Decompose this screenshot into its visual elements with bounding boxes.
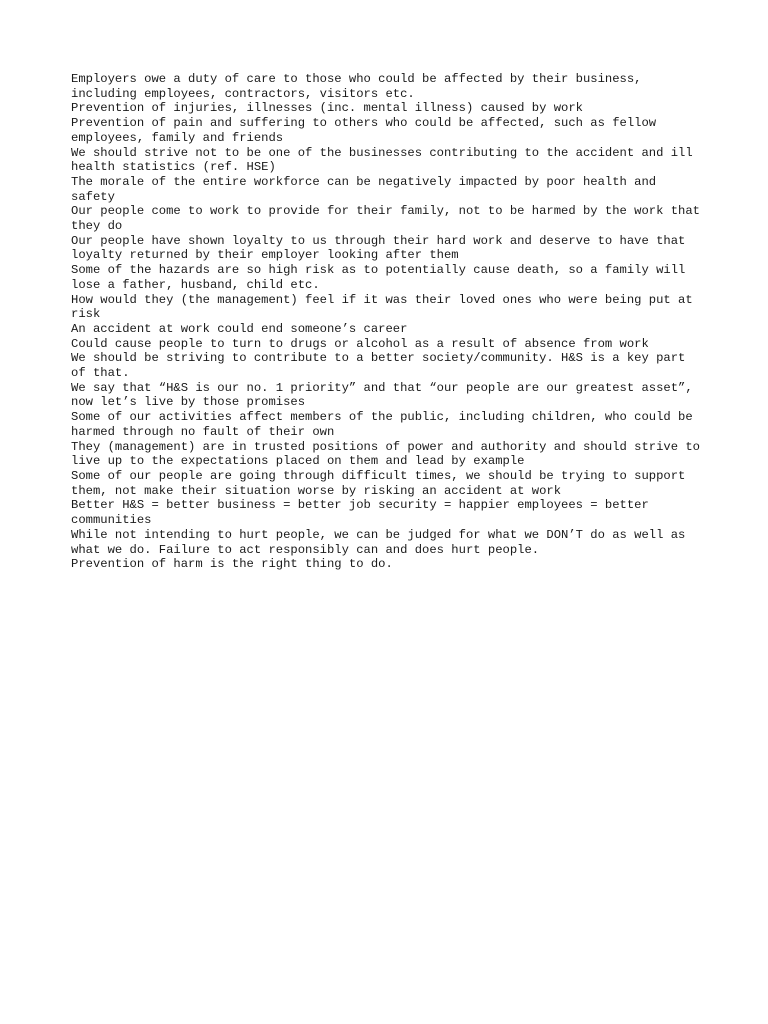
paragraph-difficult-times: Some of our people are going through difficult times, we should be trying to support them, not make their situation worse by risking an accident at work [71,468,686,498]
paragraph-end-career: An accident at work could end someone’s career [71,321,408,336]
paragraph-priority-promises: We say that “H&S is our no. 1 priority” and that “our people are our greatest asset”, now let’s live by those promises [71,380,693,410]
paragraph-loyalty: Our people have shown loyalty to us through their hard work and deserve to have that loyalty returned by their employer looking after them [71,233,686,263]
paragraph-management-loved-ones: How would they (the management) feel if it was their loved ones who were being put at risk [71,292,693,322]
paragraph-better-business: Better H&S = better business = better job security = happier employees = better communities [71,498,649,528]
paragraph-high-risk-hazards: Some of the hazards are so high risk as to potentially cause death, so a family will lose a father, husband, child etc. [71,263,686,292]
paragraph-right-thing: Prevention of harm is the right thing to do. [71,557,393,572]
paragraph-accident-statistics: We should strive not to be one of the businesses contributing to the accident and ill health statistics (ref. HSE) [71,145,693,175]
paragraph-better-society: We should be striving to contribute to a better society/community. H&S is a key part of that. [71,351,686,381]
paragraph-duty-of-care: Employers owe a duty of care to those who could be affected by their business, including employees, contractors, visitors etc. [71,72,642,101]
paragraph-judged-for-actions: While not intending to hurt people, we can be judged for what we DON’T do as well as what we do. Failure to act responsibly can and does hurt people. [71,527,686,557]
paragraph-drugs-alcohol: Could cause people to turn to drugs or alcohol as a result of absence from work [71,336,649,351]
paragraph-members-of-public: Some of our activities affect members of the public, including children, who could be harmed through no fault of their own [71,410,693,439]
paragraph-prevention-of-pain: Prevention of pain and suffering to others who could be affected, such as fellow employees, family and friends [71,116,657,145]
paragraph-trusted-positions: They (management) are in trusted positions of power and authority and should strive to live up to the expectations placed on them and lead by example [71,439,700,469]
document-body [71,72,701,572]
paragraph-workforce-morale: The morale of the entire workforce can be negatively impacted by poor health and safety [71,174,657,204]
paragraph-provide-for-family: Our people come to work to provide for their family, not to be harmed by the work that they do [71,204,700,234]
paragraph-prevention-of-injuries: Prevention of injuries, illnesses (inc. mental illness) caused by work [71,101,583,116]
